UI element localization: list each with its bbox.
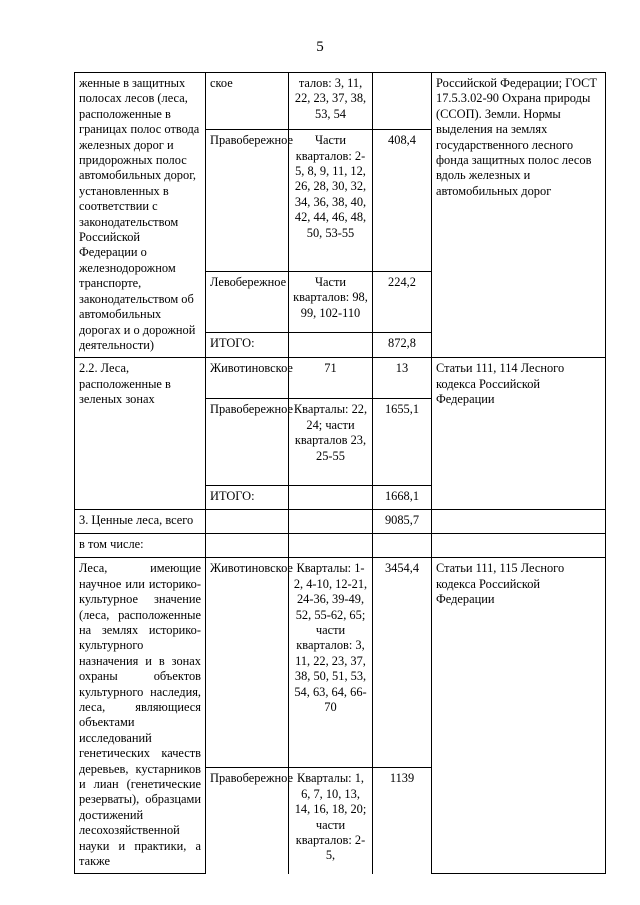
table-row (75, 510, 606, 534)
forestry-cell (206, 510, 289, 534)
total-value-cell: 9085,7 (373, 510, 432, 534)
quarters-cell: талов: 3, 11, 22, 23, 37, 38, 53, 54 (289, 73, 373, 130)
table-row (75, 534, 606, 558)
legal-basis-cell: Статьи 111, 115 Лесного кодекса Российской Федерации (432, 558, 606, 874)
total-value-cell: 1668,1 (373, 486, 432, 510)
forest-table (74, 72, 606, 874)
total-label-cell: ИТОГО: (206, 332, 289, 357)
total-value-cell: 872,8 (373, 332, 432, 357)
quarters-cell (289, 332, 373, 357)
quarters-cell: Части кварталов: 2-5, 8, 9, 11, 12, 26, 28, 30, 32, 34, 36, 38, 40, 42, 44, 46, 48, 50, 53-55 (289, 130, 373, 271)
page-number: 5 (316, 39, 324, 55)
forestry-cell: Животиновское (206, 558, 289, 768)
forestry-cell (206, 534, 289, 558)
quarters-cell: 71 (289, 358, 373, 399)
quarters-cell: Кварталы: 1, 6, 7, 10, 13, 14, 16, 18, 20; части кварталов: 2-5, (289, 768, 373, 874)
forestry-cell: Животиновское (206, 358, 289, 399)
category-cell: в том числе: (75, 534, 206, 558)
area-cell: 13 (373, 358, 432, 399)
area-cell: 408,4 (373, 130, 432, 271)
area-cell (373, 73, 432, 130)
table-row (75, 73, 606, 130)
table-row (75, 558, 606, 768)
area-cell: 1655,1 (373, 399, 432, 486)
forestry-cell: Правобережное (206, 768, 289, 874)
quarters-cell: Кварталы: 1-2, 4-10, 12-21, 24-36, 39-49, 52, 55-62, 65; части кварталов: 3, 11, 22, 23, 37, 38, 50, 51, 53, 54, 63, 64, 66-70 (289, 558, 373, 768)
area-cell: 1139 (373, 768, 432, 874)
forestry-cell: ское (206, 73, 289, 130)
category-cell: 3. Ценные леса, всего (75, 510, 206, 534)
forestry-cell: Правобережное (206, 130, 289, 271)
quarters-cell: Части кварталов: 98, 99, 102-110 (289, 271, 373, 332)
area-cell: 224,2 (373, 271, 432, 332)
legal-basis-cell (432, 534, 606, 558)
category-cell: женные в защитных полосах лесов (леса, расположенные в границах полос отвода железных дорог и придорожных полос автомобильных дорог, установленных в соответствии с законодательством Российской Федерации о железнодорожном транспорте, законодательством об автомобильных дорогах и о дорожной деятельности) (75, 73, 206, 358)
quarters-cell (289, 510, 373, 534)
forestry-cell: Правобережное (206, 399, 289, 486)
quarters-cell (289, 486, 373, 510)
legal-basis-cell: Статьи 111, 114 Лесного кодекса Российской Федерации (432, 358, 606, 510)
area-cell (373, 534, 432, 558)
legal-basis-cell (432, 510, 606, 534)
area-cell: 3454,4 (373, 558, 432, 768)
legal-basis-cell: Российской Федерации; ГОСТ 17.5.3.02-90 Охрана природы (ССОП). Земли. Нормы выделения на землях государственного лесного фонда защитных полос лесов вдоль железных и автомобильных дорог (432, 73, 606, 358)
table-row (75, 358, 606, 399)
total-label-cell: ИТОГО: (206, 486, 289, 510)
quarters-cell (289, 534, 373, 558)
category-cell: Леса, имеющие научное или историко-культурное значение (леса, расположенные на землях историко-культурного назначения и в зонах охраны объектов культурного наследия, леса, являющиеся объектами исследований генетических качеств деревьев, кустарников и лиан (генетические резерваты), образцами достижений лесохозяйственной науки и практики, а также (75, 558, 206, 874)
quarters-cell: Кварталы: 22, 24; части кварталов 23, 25-55 (289, 399, 373, 486)
forestry-cell: Левобережное (206, 271, 289, 332)
category-cell: 2.2. Леса, расположенные в зеленых зонах (75, 358, 206, 510)
